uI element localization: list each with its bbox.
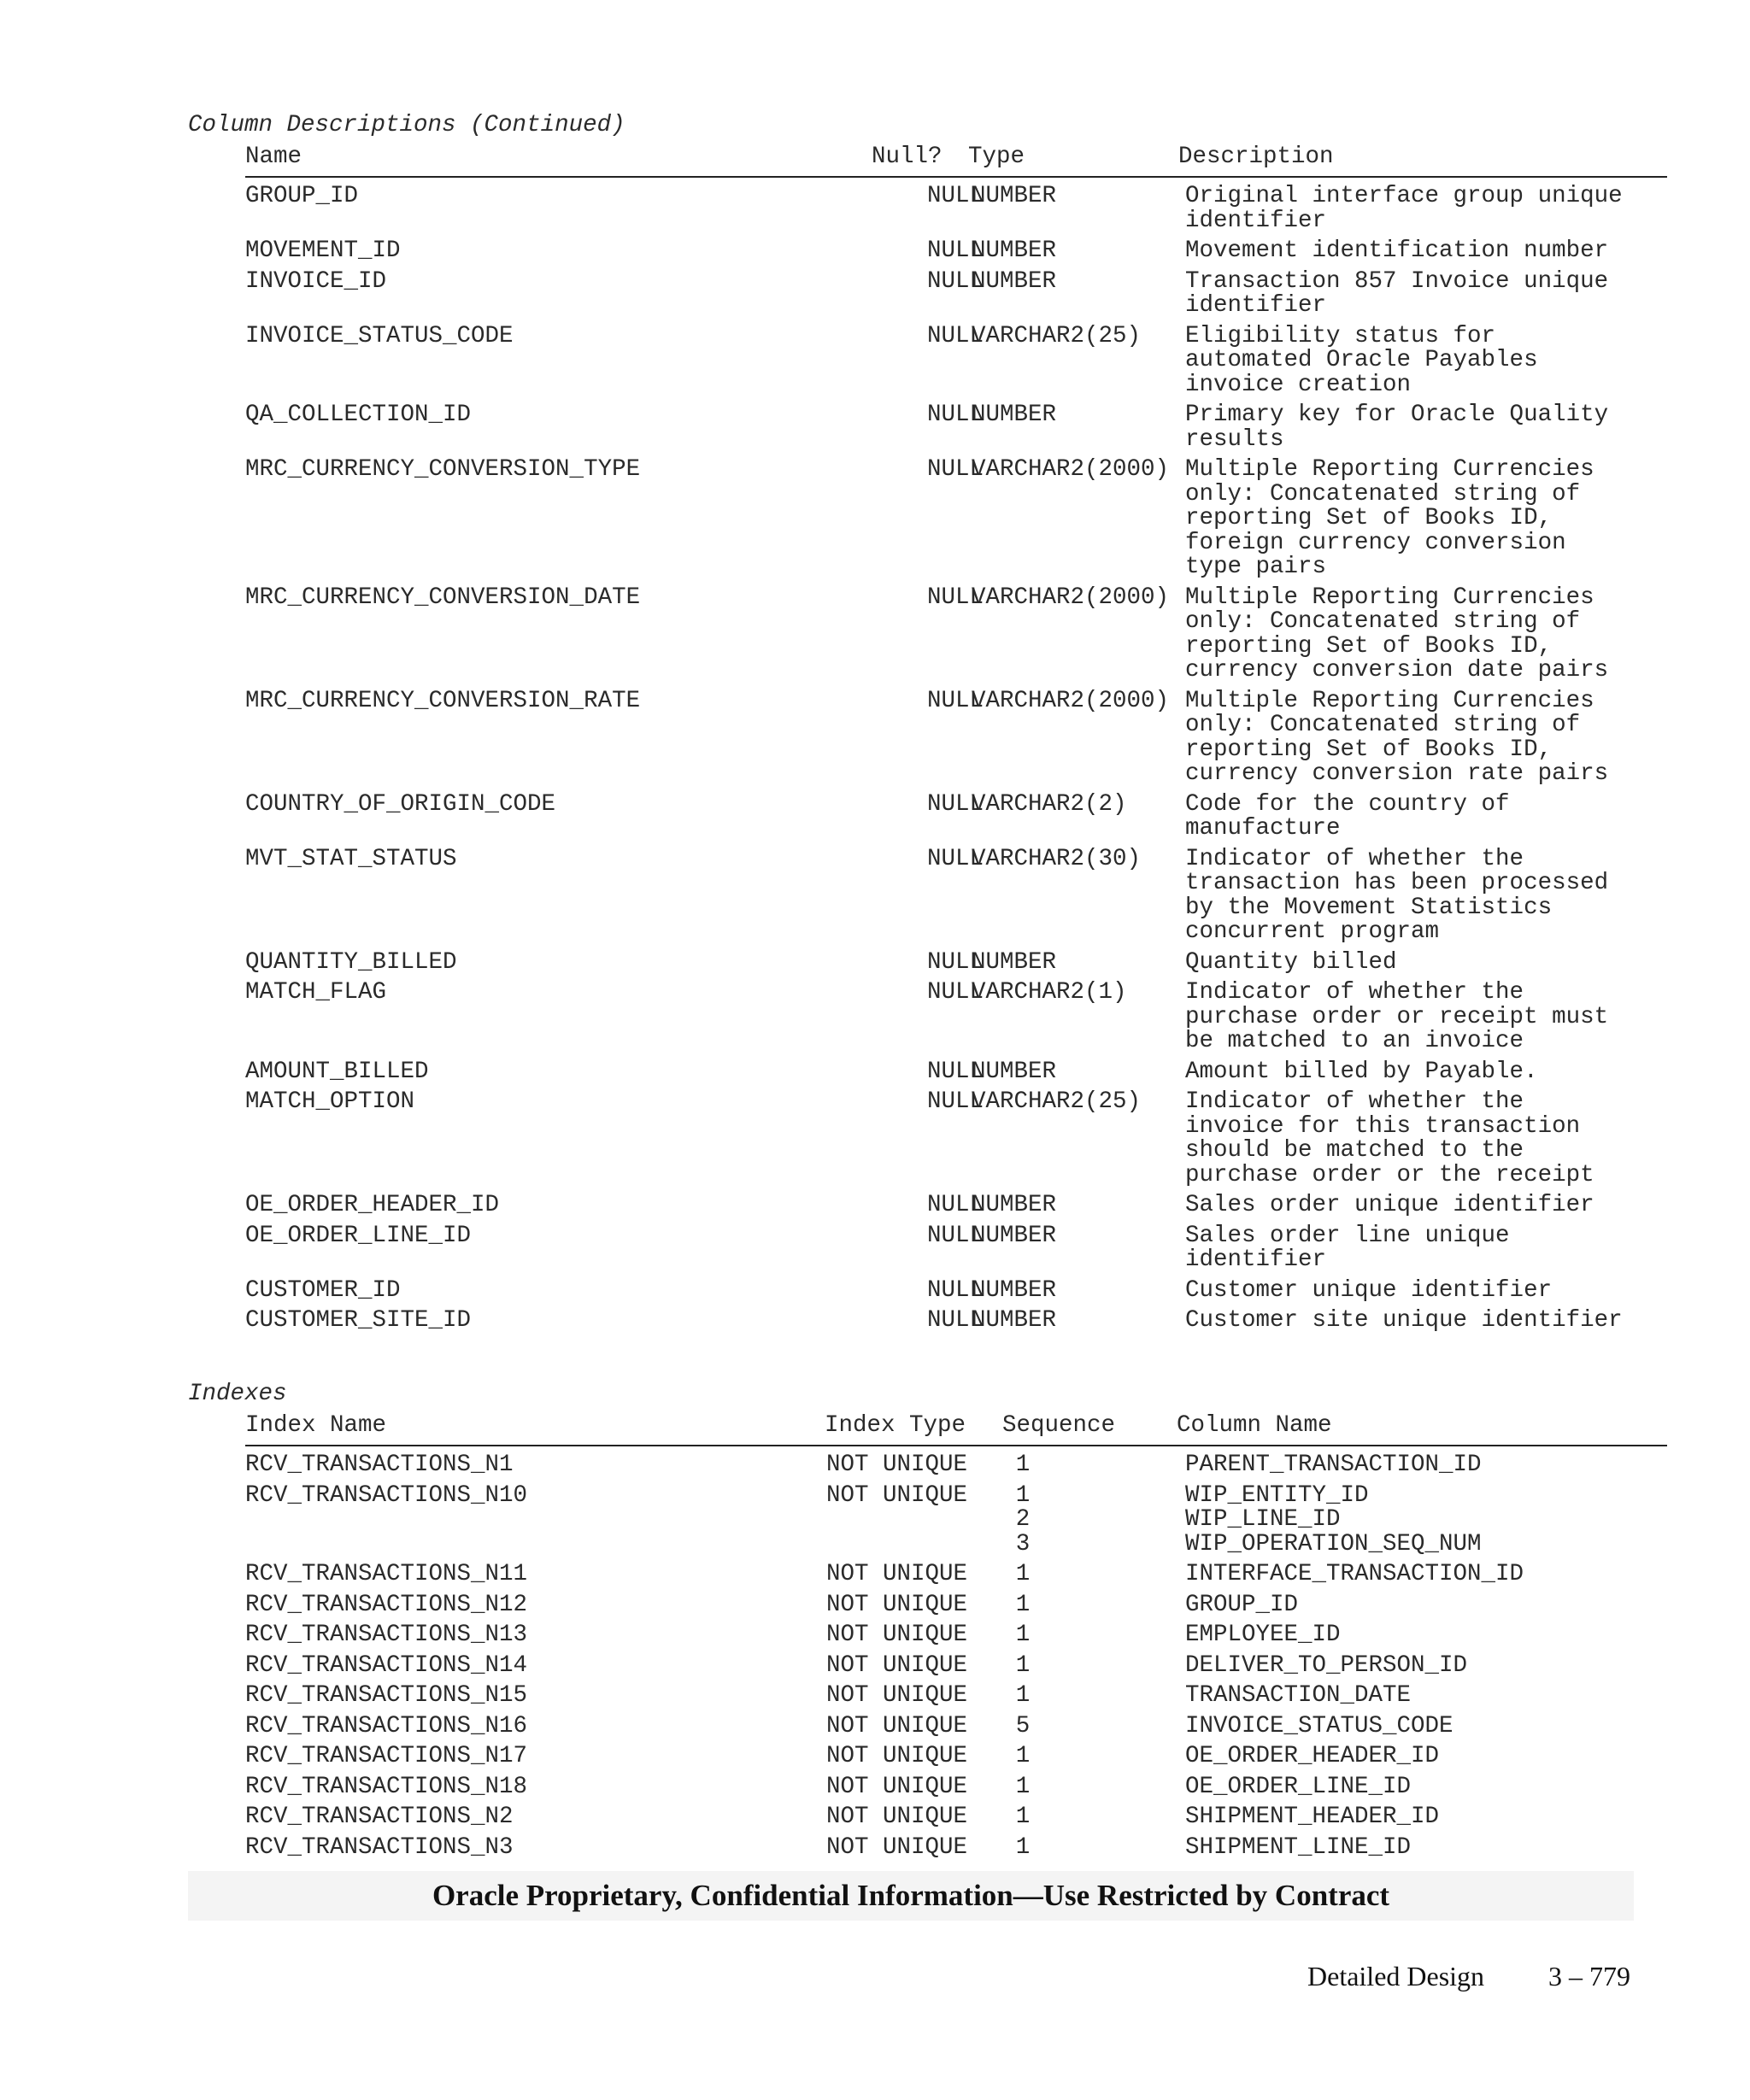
footer-page-number: 3 – 779 <box>1548 1961 1630 1991</box>
column-name-cell: QA_COLLECTION_ID <box>245 402 472 428</box>
header-index-name: Index Name <box>245 1412 387 1439</box>
column-type-cell: VARCHAR2(25) <box>972 322 1142 349</box>
column-name-cell: MRC_CURRENCY_CONVERSION_TYPE <box>245 456 641 483</box>
index-name-cell: RCV_TRANSACTIONS_N10 <box>245 1481 528 1509</box>
index-type-cell: NOT UNIQUE <box>826 1622 968 1648</box>
index-type-cell: NOT UNIQUE <box>826 1712 968 1739</box>
column-description-cell: Customer site unique identifier <box>1185 1307 1623 1334</box>
index-sequence-cell: 5 <box>1015 1712 1031 1739</box>
index-column-cell: TRANSACTION_DATE <box>1185 1682 1412 1709</box>
index-column-cell: INTERFACE_TRANSACTION_ID <box>1185 1561 1524 1587</box>
column-description-cell: Multiple Reporting Currencies only: Concatenated string of reporting Set of Books ID, foreign currency conversion type pairs <box>1185 456 1594 580</box>
header-null: Null? <box>872 144 943 170</box>
index-column-cell: SHIPMENT_HEADER_ID <box>1185 1804 1440 1830</box>
footer-section-title: Detailed Design <box>1307 1961 1485 1991</box>
index-column-cell: PARENT_TRANSACTION_ID <box>1185 1452 1482 1478</box>
index-column-cell: OE_ORDER_LINE_ID <box>1185 1773 1412 1800</box>
column-type-cell: VARCHAR2(2) <box>972 790 1127 818</box>
column-type-cell: NUMBER <box>972 267 1057 295</box>
column-type-cell: NUMBER <box>972 948 1057 976</box>
column-type-cell: NUMBER <box>972 183 1057 209</box>
index-type-cell: NOT UNIQUE <box>826 1743 968 1769</box>
index-column-cell: EMPLOYEE_ID <box>1185 1622 1341 1648</box>
index-name-cell: RCV_TRANSACTIONS_N14 <box>245 1651 528 1679</box>
header-sequence: Sequence <box>1002 1412 1116 1439</box>
column-name-cell: INVOICE_STATUS_CODE <box>245 322 514 349</box>
column-description-cell: Code for the country of manufacture <box>1185 790 1510 842</box>
column-description-cell: Indicator of whether the purchase order or receipt must be matched to an invoice <box>1185 979 1609 1054</box>
column-description-cell: Original interface group unique identifier <box>1185 183 1623 234</box>
column-null-cell: NULL <box>926 1222 984 1249</box>
index-name-cell: RCV_TRANSACTIONS_N17 <box>245 1743 528 1769</box>
column-name-cell: OE_ORDER_LINE_ID <box>245 1222 472 1249</box>
index-column-cell: INVOICE_STATUS_CODE <box>1185 1712 1453 1739</box>
column-type-cell: NUMBER <box>972 1222 1057 1249</box>
columns-table-header <box>245 145 1667 178</box>
index-sequence-cell: 1 <box>1015 1804 1031 1830</box>
column-null-cell: NULL <box>926 1192 984 1218</box>
column-description-cell: Transaction 857 Invoice unique identifier <box>1185 267 1609 319</box>
column-type-cell: VARCHAR2(2000) <box>972 584 1170 611</box>
column-name-cell: CUSTOMER_ID <box>245 1276 401 1304</box>
index-column-cell: GROUP_ID <box>1185 1591 1299 1618</box>
column-name-cell: INVOICE_ID <box>245 267 387 295</box>
column-null-cell: NULL <box>926 948 984 976</box>
column-description-cell: Primary key for Oracle Quality results <box>1185 402 1609 453</box>
column-description-cell: Quantity billed <box>1185 948 1397 976</box>
column-description-cell: Multiple Reporting Currencies only: Concatenated string of reporting Set of Books ID, currency conversion date pairs <box>1185 584 1609 683</box>
index-sequence-cell: 1 <box>1015 1591 1031 1618</box>
index-name-cell: RCV_TRANSACTIONS_N16 <box>245 1712 528 1739</box>
column-description-cell: Multiple Reporting Currencies only: Concatenated string of reporting Set of Books ID, currency conversion rate pairs <box>1185 687 1609 787</box>
index-sequence-cell: 1 <box>1015 1682 1031 1709</box>
column-name-cell: GROUP_ID <box>245 183 359 209</box>
column-null-cell: NULL <box>926 845 984 872</box>
index-name-cell: RCV_TRANSACTIONS_N18 <box>245 1773 528 1800</box>
index-type-cell: NOT UNIQUE <box>826 1682 968 1709</box>
index-sequence-cell: 1 2 3 <box>1015 1481 1031 1557</box>
index-sequence-cell: 1 <box>1015 1622 1031 1648</box>
column-name-cell: COUNTRY_OF_ORIGIN_CODE <box>245 790 556 818</box>
header-index-type: Index Type <box>825 1412 966 1439</box>
column-description-cell: Sales order line unique identifier <box>1185 1222 1510 1273</box>
header-description: Description <box>1178 144 1334 170</box>
column-name-cell: AMOUNT_BILLED <box>245 1058 429 1085</box>
column-type-cell: NUMBER <box>972 1058 1057 1085</box>
index-type-cell: NOT UNIQUE <box>826 1833 968 1861</box>
columns-caption: Column Descriptions (Continued) <box>188 112 625 138</box>
header-type: Type <box>968 144 1025 170</box>
column-null-cell: NULL <box>926 322 984 349</box>
column-null-cell: NULL <box>926 402 984 428</box>
index-type-cell: NOT UNIQUE <box>826 1651 968 1679</box>
index-name-cell: RCV_TRANSACTIONS_N15 <box>245 1682 528 1709</box>
index-name-cell: RCV_TRANSACTIONS_N3 <box>245 1833 514 1861</box>
column-description-cell: Amount billed by Payable. <box>1185 1058 1538 1085</box>
column-type-cell: VARCHAR2(25) <box>972 1088 1142 1115</box>
header-column-name: Column Name <box>1177 1412 1332 1439</box>
index-sequence-cell: 1 <box>1015 1833 1031 1861</box>
index-column-cell: OE_ORDER_HEADER_ID <box>1185 1743 1440 1769</box>
column-null-cell: NULL <box>926 456 984 483</box>
column-name-cell: MATCH_OPTION <box>245 1088 415 1115</box>
column-description-cell: Customer unique identifier <box>1185 1276 1553 1304</box>
index-type-cell: NOT UNIQUE <box>826 1804 968 1830</box>
column-type-cell: NUMBER <box>972 402 1057 428</box>
column-type-cell: NUMBER <box>972 1307 1057 1334</box>
index-name-cell: RCV_TRANSACTIONS_N1 <box>245 1452 514 1478</box>
column-type-cell: NUMBER <box>972 1276 1057 1304</box>
column-null-cell: NULL <box>926 267 984 295</box>
column-type-cell: NUMBER <box>972 238 1057 264</box>
column-description-cell: Sales order unique identifier <box>1185 1192 1594 1218</box>
column-description-cell: Indicator of whether the transaction has been processed by the Movement Statistics concurrent program <box>1185 845 1609 945</box>
column-name-cell: OE_ORDER_HEADER_ID <box>245 1192 500 1218</box>
index-type-cell: NOT UNIQUE <box>826 1481 968 1509</box>
index-sequence-cell: 1 <box>1015 1452 1031 1478</box>
column-null-cell: NULL <box>926 1088 984 1115</box>
index-type-cell: NOT UNIQUE <box>826 1773 968 1800</box>
index-column-cell: WIP_ENTITY_ID WIP_LINE_ID WIP_OPERATION_SEQ_NUM <box>1185 1481 1482 1557</box>
column-name-cell: CUSTOMER_SITE_ID <box>245 1307 472 1334</box>
column-name-cell: MVT_STAT_STATUS <box>245 845 457 872</box>
header-name: Name <box>245 144 302 170</box>
index-name-cell: RCV_TRANSACTIONS_N12 <box>245 1591 528 1618</box>
column-null-cell: NULL <box>926 238 984 264</box>
column-type-cell: NUMBER <box>972 1192 1057 1218</box>
column-null-cell: NULL <box>926 1307 984 1334</box>
indexes-table-header <box>245 1414 1667 1446</box>
column-type-cell: VARCHAR2(30) <box>972 845 1142 872</box>
column-type-cell: VARCHAR2(2000) <box>972 687 1170 714</box>
column-null-cell: NULL <box>926 790 984 818</box>
column-null-cell: NULL <box>926 1058 984 1085</box>
column-description-cell: Indicator of whether the invoice for this transaction should be matched to the purchase order or the receipt <box>1185 1088 1594 1188</box>
column-type-cell: VARCHAR2(2000) <box>972 456 1170 483</box>
index-name-cell: RCV_TRANSACTIONS_N13 <box>245 1622 528 1648</box>
column-null-cell: NULL <box>926 1276 984 1304</box>
proprietary-banner: Oracle Proprietary, Confidential Information––Use Restricted by Contract <box>188 1871 1634 1921</box>
column-type-cell: VARCHAR2(1) <box>972 979 1127 1006</box>
index-type-cell: NOT UNIQUE <box>826 1452 968 1478</box>
column-description-cell: Movement identification number <box>1185 238 1609 264</box>
indexes-caption: Indexes <box>188 1381 287 1407</box>
index-column-cell: DELIVER_TO_PERSON_ID <box>1185 1651 1468 1679</box>
index-sequence-cell: 1 <box>1015 1743 1031 1769</box>
column-name-cell: MRC_CURRENCY_CONVERSION_RATE <box>245 687 641 714</box>
column-name-cell: MRC_CURRENCY_CONVERSION_DATE <box>245 584 641 611</box>
index-column-cell: SHIPMENT_LINE_ID <box>1185 1833 1412 1861</box>
index-name-cell: RCV_TRANSACTIONS_N11 <box>245 1561 528 1587</box>
index-sequence-cell: 1 <box>1015 1561 1031 1587</box>
index-type-cell: NOT UNIQUE <box>826 1591 968 1618</box>
column-null-cell: NULL <box>926 979 984 1006</box>
index-sequence-cell: 1 <box>1015 1651 1031 1679</box>
column-name-cell: QUANTITY_BILLED <box>245 948 457 976</box>
column-null-cell: NULL <box>926 687 984 714</box>
column-null-cell: NULL <box>926 183 984 209</box>
index-name-cell: RCV_TRANSACTIONS_N2 <box>245 1804 514 1830</box>
column-name-cell: MATCH_FLAG <box>245 979 387 1006</box>
column-description-cell: Eligibility status for automated Oracle Payables invoice creation <box>1185 322 1538 398</box>
index-type-cell: NOT UNIQUE <box>826 1561 968 1587</box>
column-null-cell: NULL <box>926 584 984 611</box>
column-name-cell: MOVEMENT_ID <box>245 238 401 264</box>
index-sequence-cell: 1 <box>1015 1773 1031 1800</box>
